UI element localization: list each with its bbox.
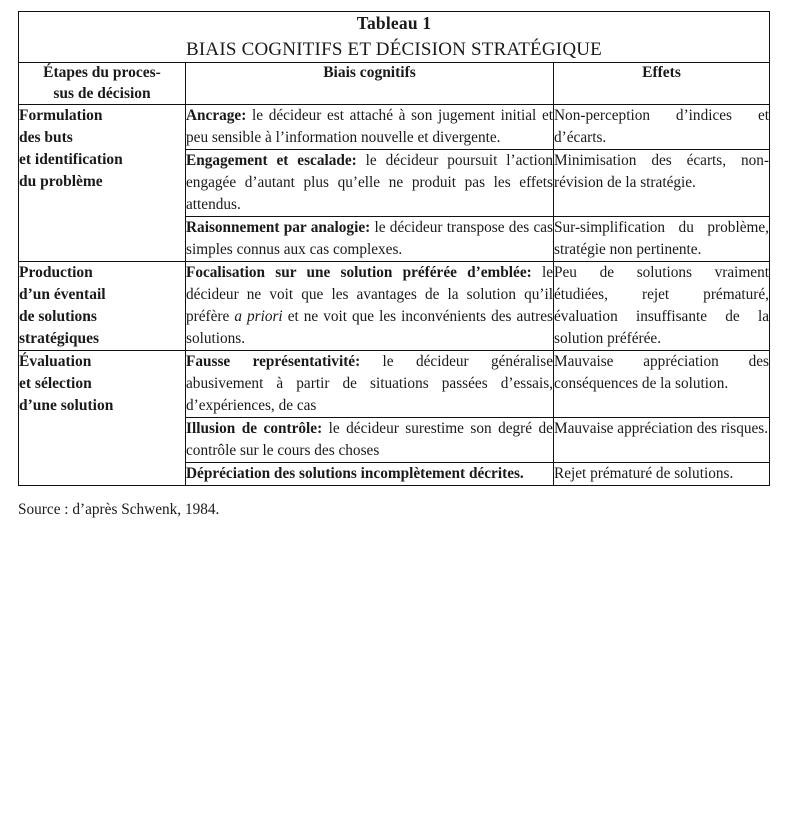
effect-cell-ancrage: Non-perception d’indices et d’écarts. (554, 105, 770, 150)
table-row (19, 262, 770, 351)
bias-cell-representativite (186, 351, 554, 418)
bias-description-a: le décideur ne voit que les avantages de la solution qu’il préfère (186, 264, 553, 326)
effect-cell-focalisation: Peu de solutions vraiment étudiées, rejet prématuré, évaluation insuffisante de la solution préférée. (554, 262, 770, 351)
bias-cell-depreciation (186, 463, 554, 486)
bias-description-b: et ne voit que les inconvénients des autres solutions. (186, 308, 553, 348)
bias-term: Raisonnement par analogie: (186, 219, 371, 237)
stage-line: d’un éventail (19, 286, 106, 304)
column-header-biases: Biais cognitifs (186, 63, 554, 105)
bias-cell-illusion (186, 418, 554, 463)
effect-cell-representativite: Mauvaise appréciation des conséquences de la solution. (554, 351, 770, 418)
table-number: Tableau 1 (356, 13, 432, 33)
bias-cell-focalisation (186, 262, 554, 351)
stage-line: et identification (19, 151, 123, 169)
bias-term: Fausse représentativité: (186, 353, 361, 371)
table-subtitle: BIAIS COGNITIFS ET DÉCISION STRATÉGIQUE (186, 38, 602, 60)
stage-cell-production (19, 262, 186, 351)
table-caption (19, 12, 770, 63)
stage-cell-formulation (19, 105, 186, 262)
stage-line: Formulation (19, 107, 103, 125)
bias-latin-phrase: a priori (234, 308, 283, 326)
bias-cell-analogie (186, 217, 554, 262)
bias-description: le décideur est attaché à son jugement initial et peu sensible à l’information nouvelle et divergente. (186, 107, 553, 147)
table-row (19, 105, 770, 150)
column-header-steps (19, 63, 186, 105)
stage-line: des buts (19, 129, 73, 147)
bias-term: Engagement et escalade: (186, 152, 357, 170)
source-note: Source : d’après Schwenk, 1984. (18, 501, 220, 519)
table-title-row (19, 12, 770, 63)
bias-term: Dépréciation des solutions incomplètement décrites. (186, 465, 524, 483)
stage-line: d’une solution (19, 397, 114, 415)
table-row (19, 351, 770, 418)
stage-line: du problème (19, 173, 103, 191)
effect-cell-illusion: Mauvaise appréciation des risques. (554, 418, 770, 463)
bias-description: le décideur généralise abusivement à partir de situations passées d’essais, d’expériences, de cas (186, 353, 553, 415)
column-header-steps-line2: sus de décision (53, 84, 151, 102)
stage-line: Production (19, 264, 93, 282)
column-header-effects: Effets (554, 63, 770, 105)
stage-cell-evaluation (19, 351, 186, 486)
column-header-steps-line1: Étapes du proces- (43, 64, 161, 82)
effect-cell-depreciation: Rejet prématuré de solutions. (554, 463, 770, 486)
stage-line: de solutions (19, 308, 97, 326)
stage-line: stratégiques (19, 330, 100, 348)
bias-term: Focalisation sur une solution préférée d’emblée: (186, 264, 532, 282)
bias-description: le décideur poursuit l’action engagée d’autant plus qu’elle ne produit pas les effets attendus. (186, 152, 553, 214)
bias-cell-ancrage (186, 105, 554, 150)
effect-cell-analogie: Sur-simplification du problème, stratégie non pertinente. (554, 217, 770, 262)
bias-term: Ancrage: (186, 107, 247, 125)
tableau-1 (18, 11, 770, 486)
stage-line: Évaluation (19, 353, 92, 371)
bias-term: Illusion de contrôle: (186, 420, 323, 438)
stage-line: et sélection (19, 375, 92, 393)
table-header-row (19, 63, 770, 105)
bias-description: le décideur surestime son degré de contrôle sur le cours des choses (186, 420, 553, 460)
effect-cell-engagement: Minimisation des écarts, non-révision de la stratégie. (554, 150, 770, 217)
bias-description: le décideur transpose des cas simples connus aux cas complexes. (186, 219, 553, 259)
bias-cell-engagement (186, 150, 554, 217)
